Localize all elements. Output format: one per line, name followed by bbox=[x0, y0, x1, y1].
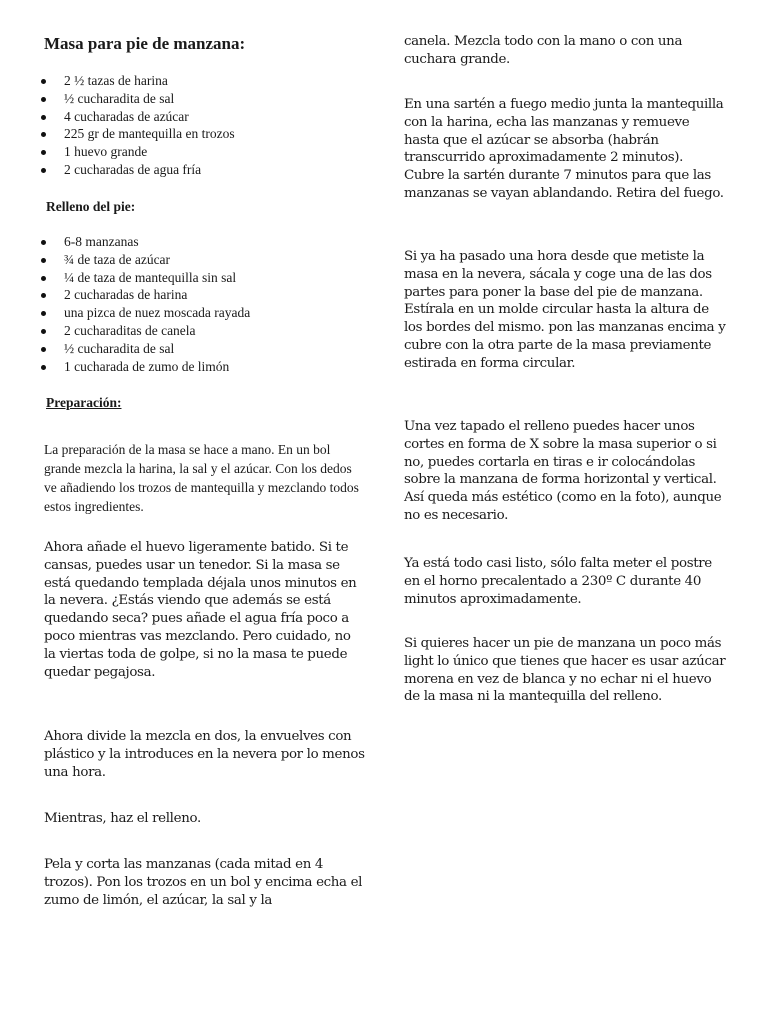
preparation-title: Preparación: bbox=[46, 395, 122, 410]
paragraph: Si ya ha pasado una hora desde que metiste la masa en la nevera, sácala y coge una de las dos partes para poner la base del pie de manzana. Estírala en un molde circular hasta la altura de los bordes del mismo. pon las manzanas encima y cubre con la otra parte de la masa previamente estirada en forma circular. bbox=[404, 249, 726, 371]
list-item: 2 cucharadas de agua fría bbox=[44, 161, 235, 179]
recipe-title: Masa para pie de manzana: bbox=[44, 34, 246, 53]
paragraph: Ya está todo casi listo, sólo falta meter el postre en el horno precalentado a 230º C durante 40 minutos aproximadamente. bbox=[404, 556, 712, 607]
paragraph: Una vez tapado el relleno puedes hacer unos cortes en forma de X sobre la masa superior o si no, puedes cortarla en tiras e ir colocándolas sobre la manzana de forma horizontal y vertical. Así queda más estético (como en la foto), aunque no es necesario. bbox=[404, 419, 722, 523]
paragraph: La preparación de la masa se hace a mano. En un bol grande mezcla la harina, la sal y el azúcar. Con los dedos ve añadiendo los trozos de mantequilla y mezclando todos estos ingredientes. bbox=[44, 442, 359, 514]
list-item: 6-8 manzanas bbox=[44, 233, 250, 251]
list-item: 1 cucharada de zumo de limón bbox=[44, 358, 250, 376]
list-item: ¾ de taza de azúcar bbox=[44, 251, 250, 269]
list-item: 2 cucharaditas de canela bbox=[44, 322, 250, 340]
list-item: 1 huevo grande bbox=[44, 143, 235, 161]
dough-ingredients-list bbox=[44, 72, 235, 179]
filling-ingredients-list bbox=[44, 233, 250, 375]
list-item: 2 ½ tazas de harina bbox=[44, 72, 235, 90]
paragraph: Si quieres hacer un pie de manzana un poco más light lo único que tienes que hacer es usar azúcar morena en vez de blanca y no echar ni el huevo de la masa ni la mantequilla del relleno. bbox=[404, 636, 726, 705]
paragraph: canela. Mezcla todo con la mano o con una cuchara grande. bbox=[404, 34, 683, 67]
paragraph: Ahora añade el huevo ligeramente batido. Si te cansas, puedes usar un tenedor. Si la masa se está quedando templada déjala unos minutos en la nevera. ¿Estás viendo que además se está quedando seca? pues añade el agua fría poco a poco mientras vas mezclando. Pero cuidado, no la viertas toda de golpe, si no la masa te puede quedar pegajosa. bbox=[44, 540, 357, 680]
list-item: ½ cucharadita de sal bbox=[44, 90, 235, 108]
list-item: 4 cucharadas de azúcar bbox=[44, 108, 235, 126]
paragraph: Ahora divide la mezcla en dos, la envuelves con plástico y la introduces en la nevera por lo menos una hora. bbox=[44, 729, 365, 780]
list-item: ¼ de taza de mantequilla sin sal bbox=[44, 269, 250, 287]
list-item: ½ cucharadita de sal bbox=[44, 340, 250, 358]
paragraph: Mientras, haz el relleno. bbox=[44, 811, 201, 826]
list-item: 2 cucharadas de harina bbox=[44, 286, 250, 304]
paragraph: Pela y corta las manzanas (cada mitad en 4 trozos). Pon los trozos en un bol y encima echa el zumo de limón, el azúcar, la sal y la bbox=[44, 857, 363, 908]
paragraph: En una sartén a fuego medio junta la mantequilla con la harina, echa las manzanas y remueve hasta que el azúcar se absorba (habrán transcurrido aproximadamente 2 minutos). Cubre la sartén durante 7 minutos para que las manzanas se vayan ablandando. Retira del fuego. bbox=[404, 97, 724, 201]
filling-title: Relleno del pie: bbox=[46, 199, 136, 214]
list-item: 225 gr de mantequilla en trozos bbox=[44, 125, 235, 143]
list-item: una pizca de nuez moscada rayada bbox=[44, 304, 250, 322]
